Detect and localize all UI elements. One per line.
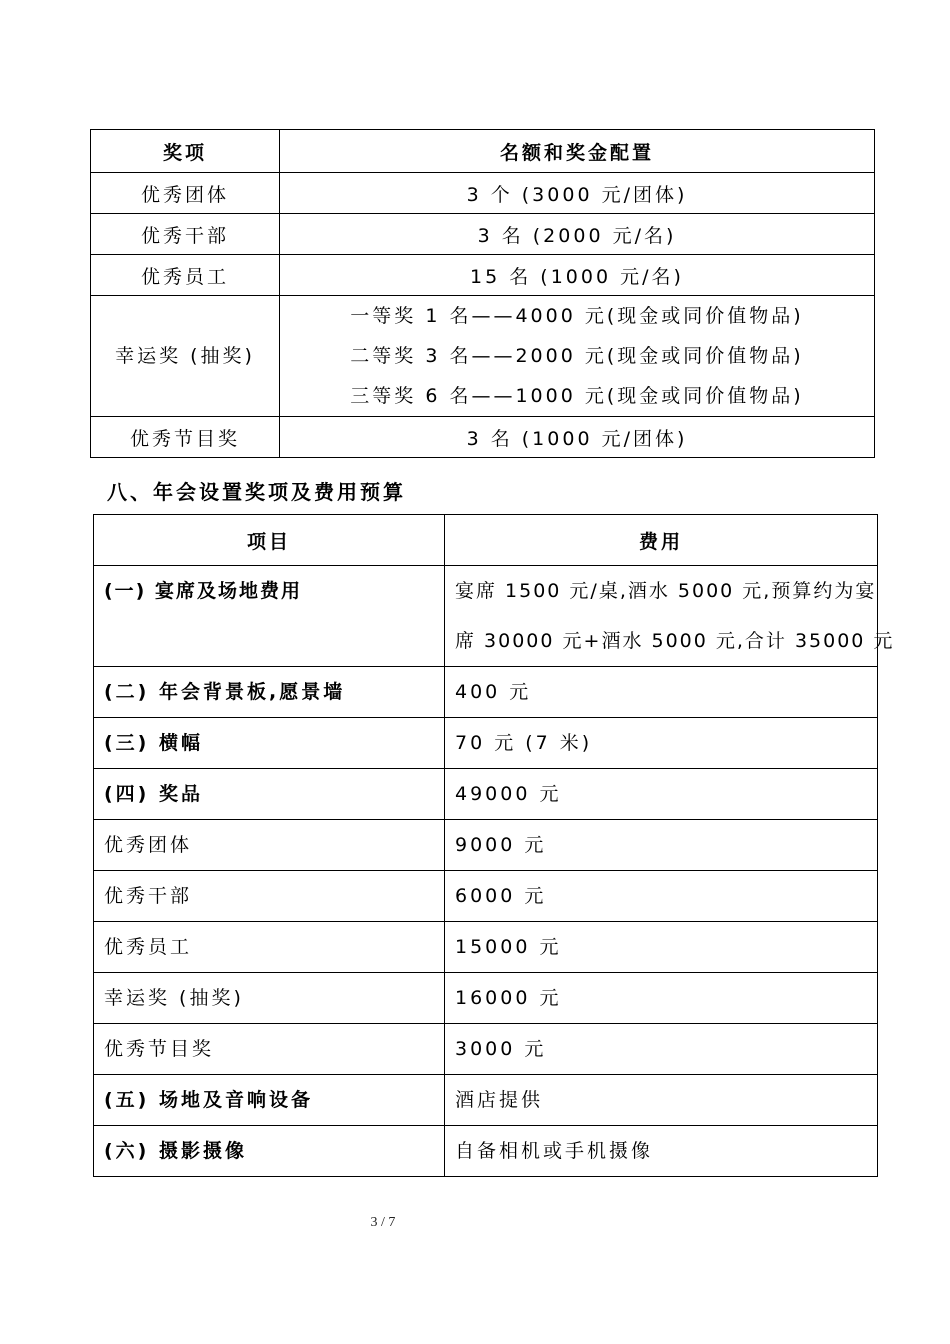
budget-cost: 3000 元 xyxy=(445,1024,878,1075)
budget-cost-line: 宴席 1500 元/桌,酒水 5000 元,预算约为宴 xyxy=(455,580,877,602)
column-header-cost: 费用 xyxy=(445,515,878,566)
budget-cost: 酒店提供 xyxy=(445,1075,878,1126)
budget-cost xyxy=(445,566,895,667)
column-header-quota: 名额和奖金配置 xyxy=(280,130,875,173)
table-row xyxy=(91,417,875,458)
table-row xyxy=(94,769,878,820)
table-row xyxy=(94,820,878,871)
budget-cost: 16000 元 xyxy=(445,973,878,1024)
budget-cost: 400 元 xyxy=(445,667,878,718)
budget-table xyxy=(93,514,895,1177)
lottery-line: 二等奖 3 名——2000 元(现金或同价值物品) xyxy=(350,345,804,367)
table-row xyxy=(94,871,878,922)
table-header-row xyxy=(91,130,875,173)
budget-cost: 15000 元 xyxy=(445,922,878,973)
budget-item: 优秀团体 xyxy=(94,820,445,871)
budget-cost-line: 席 30000 元+酒水 5000 元,合计 35000 元 xyxy=(455,630,895,652)
budget-cost: 49000 元 xyxy=(445,769,878,820)
lottery-line: 一等奖 1 名——4000 元(现金或同价值物品) xyxy=(350,305,804,327)
budget-cost: 6000 元 xyxy=(445,871,878,922)
table-row xyxy=(91,173,875,214)
awards-table xyxy=(90,129,875,458)
budget-cost: 自备相机或手机摄像 xyxy=(445,1126,878,1177)
award-name: 幸运奖 (抽奖) xyxy=(91,296,280,417)
column-header-item: 项目 xyxy=(94,515,445,566)
award-detail: 15 名 (1000 元/名) xyxy=(280,255,875,296)
award-name: 优秀干部 xyxy=(91,214,280,255)
table-header-row xyxy=(94,515,878,566)
budget-item: (六) 摄影摄像 xyxy=(94,1126,445,1177)
budget-item: (四) 奖品 xyxy=(94,769,445,820)
award-name: 优秀节目奖 xyxy=(91,417,280,458)
column-header-award: 奖项 xyxy=(91,130,280,173)
budget-item: 优秀干部 xyxy=(94,871,445,922)
page-number: 3 / 7 xyxy=(370,1215,396,1230)
section-heading: 八、年会设置奖项及费用预算 xyxy=(107,480,406,504)
budget-cost: 9000 元 xyxy=(445,820,878,871)
budget-item: (二) 年会背景板,愿景墙 xyxy=(94,667,445,718)
lottery-line: 三等奖 6 名——1000 元(现金或同价值物品) xyxy=(350,385,804,407)
award-detail: 3 名 (1000 元/团体) xyxy=(280,417,875,458)
table-row xyxy=(94,922,878,973)
table-row xyxy=(94,1126,878,1177)
table-row-lottery xyxy=(91,296,875,417)
table-row xyxy=(94,566,878,667)
budget-item: 幸运奖 (抽奖) xyxy=(94,973,445,1024)
award-detail-lottery xyxy=(280,296,875,417)
budget-item: 优秀节目奖 xyxy=(94,1024,445,1075)
budget-item: (一) 宴席及场地费用 xyxy=(94,566,445,667)
table-row xyxy=(91,214,875,255)
award-detail: 3 个 (3000 元/团体) xyxy=(280,173,875,214)
budget-item: (三) 横幅 xyxy=(94,718,445,769)
budget-item: (五) 场地及音响设备 xyxy=(94,1075,445,1126)
table-row xyxy=(94,718,878,769)
budget-cost: 70 元 (7 米) xyxy=(445,718,878,769)
table-row xyxy=(94,973,878,1024)
table-row xyxy=(91,255,875,296)
award-name: 优秀员工 xyxy=(91,255,280,296)
table-row xyxy=(94,1075,878,1126)
table-row xyxy=(94,1024,878,1075)
table-row xyxy=(94,667,878,718)
award-name: 优秀团体 xyxy=(91,173,280,214)
award-detail: 3 名 (2000 元/名) xyxy=(280,214,875,255)
budget-item: 优秀员工 xyxy=(94,922,445,973)
